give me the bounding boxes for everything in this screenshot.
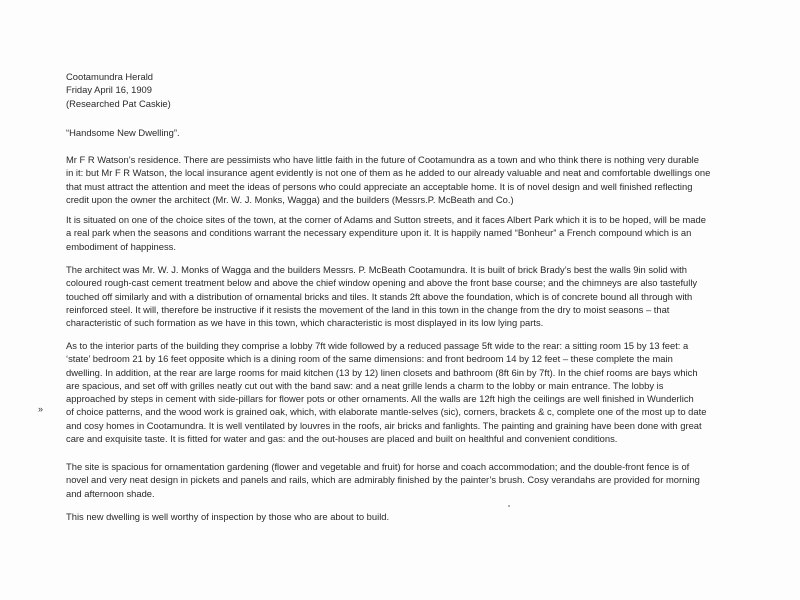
article-title: “Handsome New Dwelling”. (66, 127, 180, 138)
text-line: credit upon the owner the architect (Mr. W. J. Monks, Wagga) and the builders (Messrs.P. McBeath and Co.) (66, 193, 514, 205)
text-line: As to the interior parts of the building they comprise a lobby 7ft wide followed by a reduced passage 5ft wide to the rear: a sitting room 15 by 13 feet: a (66, 340, 689, 351)
paragraph (66, 460, 734, 500)
paragraph (66, 510, 734, 523)
text-line: and afternoon shade. (66, 487, 155, 499)
text-line: coloured rough-cast cement treatment below and above the chief window opening and above the front base course; and the chimneys are also tastefully (66, 277, 698, 289)
text-line: Mr F R Watson’s residence. There are pessimists who have little faith in the future of Cootamundra as a town and who think there is nothing very durable (66, 154, 699, 165)
margin-mark: » (38, 404, 44, 414)
text-line: approached by steps in cement with side-pillars for flower pots or other ornaments. All the walls are 12ft high the ceilings are well finished in Wunderlich (66, 393, 694, 405)
text-line: characteristic of such formation as we have in this town, which characteristic is most displayed in its low lying parts. (66, 317, 544, 329)
paragraph (66, 213, 734, 253)
text-line: reinforced steel. It will, therefore be instructive if it resists the movement of the land in this town in the change from the dry to moist seasons – that (66, 303, 670, 315)
paragraph (66, 153, 734, 206)
text-line: The site is spacious for ornamentation gardening (flower and vegetable and fruit) for horse and coach accommodation; and the double-front fence is of (66, 461, 690, 472)
text-line: in it: but Mr F R Watson, the local insurance agent evidently is not one of them as he added to our already valuable and neat and comfortable dwellings one (66, 167, 711, 179)
publication-name: Cootamundra Herald (66, 71, 154, 82)
publication-date: Friday April 16, 1909 (66, 84, 152, 96)
text-line: dwelling. In addition, at the rear are large rooms for maid kitchen (13 by 12) linen closets and bathroom (8ft 6in by 7ft). In the chief rooms are bays which (66, 366, 698, 378)
scan-speck (508, 505, 510, 507)
text-line: It is situated on one of the choice sites of the town, at the corner of Adams and Sutton streets, and it faces Albert Park which it is to be hoped, will be made (66, 214, 706, 225)
text-line: embodiment of happiness. (66, 240, 176, 252)
text-line: of choice patterns, and the wood work is grained oak, which, with elaborate mantle-selves (sic), corners, brackets & c, complete one of the most up to date (66, 406, 707, 418)
text-line: and cosy homes in Cootamundra. It is well ventilated by louvres in the roofs, air bricks and fanlights. The painting and graining have been done with great (66, 419, 702, 431)
text-line: This new dwelling is well worthy of inspection by those who are about to build. (66, 511, 390, 522)
text-line: a real park when the seasons and conditions warrant the necessary expenditure upon it. It is happily named “Bonheur” a French compound which is an (66, 227, 692, 239)
paragraph (66, 339, 734, 445)
text-line: The architect was Mr. W. J. Monks of Wagga and the builders Messrs. P. McBeath Cootamundra. It is built of brick Brady’s best the walls 9in solid with (66, 264, 687, 275)
text-line: care and exquisite taste. It is fitted for water and gas: and the out-houses are placed and built on healthful and convenient conditions. (66, 433, 618, 445)
paragraph (66, 263, 734, 329)
text-line: that must attract the attention and meet the ideas of persons who could appreciate an acceptable home. It is of novel design and well finished reflecting (66, 180, 693, 192)
text-line: are spacious, and set off with grilles neatly cut out with the band saw: and a neat grille lends a charm to the lobby or main entrance. The lobby is (66, 379, 664, 391)
text-line: touched off similarly and with a distribution of ornamental bricks and tiles. It stands 2ft above the foundation, which is of concrete bound all through with (66, 290, 693, 302)
document-header (66, 70, 171, 110)
text-line: novel and very neat design in pickets and panels and rails, which are admirably finished by the painter’s brush. Cosy verandahs are provided for morning (66, 474, 700, 486)
researcher-credit: (Researched Pat Caskie) (66, 97, 171, 109)
text-line: ‘state’ bedroom 21 by 16 feet opposite which is a dining room of the same dimensions: and front bedroom 14 by 12 feet – these complete the main (66, 353, 673, 365)
